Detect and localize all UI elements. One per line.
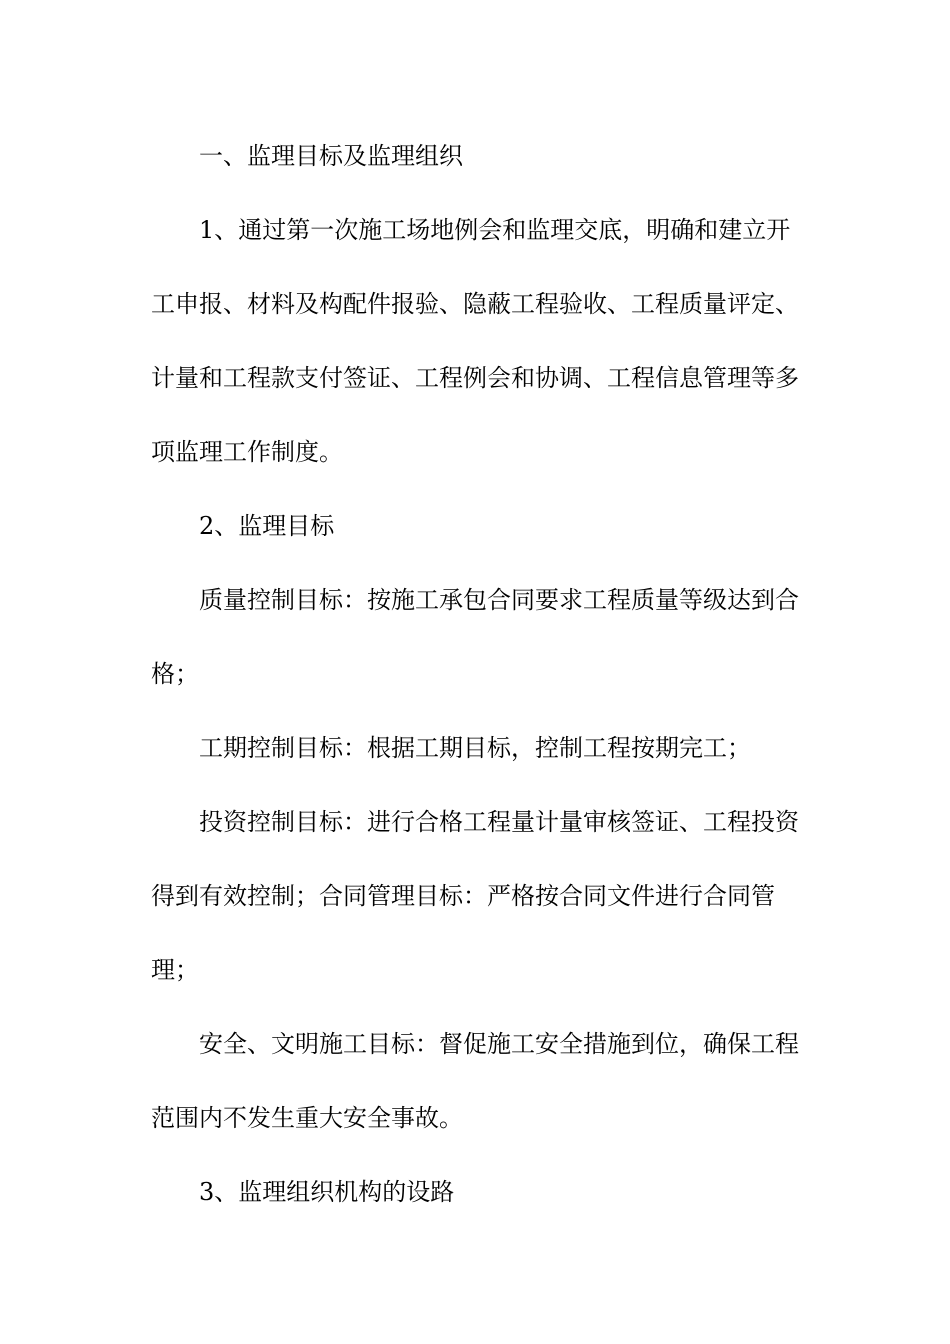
paragraph-safety-target: 安全、文明施工目标：督促施工安全措施到位，确保工程范围内不发生重大安全事故。: [151, 1030, 799, 1132]
paragraph-investment-contract-target: 投资控制目标：进行合格工程量计量审核签证、工程投资得到有效控制；合同管理目标：严格按合同文件进行合同管理；: [151, 808, 799, 984]
section-heading-3: 3、监理组织机构的设路: [199, 1178, 455, 1206]
paragraph-quality-target: 质量控制目标：按施工承包合同要求工程质量等级达到合格；: [151, 586, 799, 688]
section-heading-1: 一、监理目标及监理组织: [199, 142, 463, 170]
paragraph-schedule-target: 工期控制目标：根据工期目标，控制工程按期完工；: [199, 734, 751, 762]
paragraph-supervision-system: 1、通过第一次施工场地例会和监理交底，明确和建立开工申报、材料及构配件报验、隐蔽工程验收、工程质量评定、计量和工程款支付签证、工程例会和协调、工程信息管理等多项监理工作制度。: [151, 216, 799, 466]
section-heading-2: 2、监理目标: [199, 512, 335, 540]
document-body: [151, 119, 811, 1229]
